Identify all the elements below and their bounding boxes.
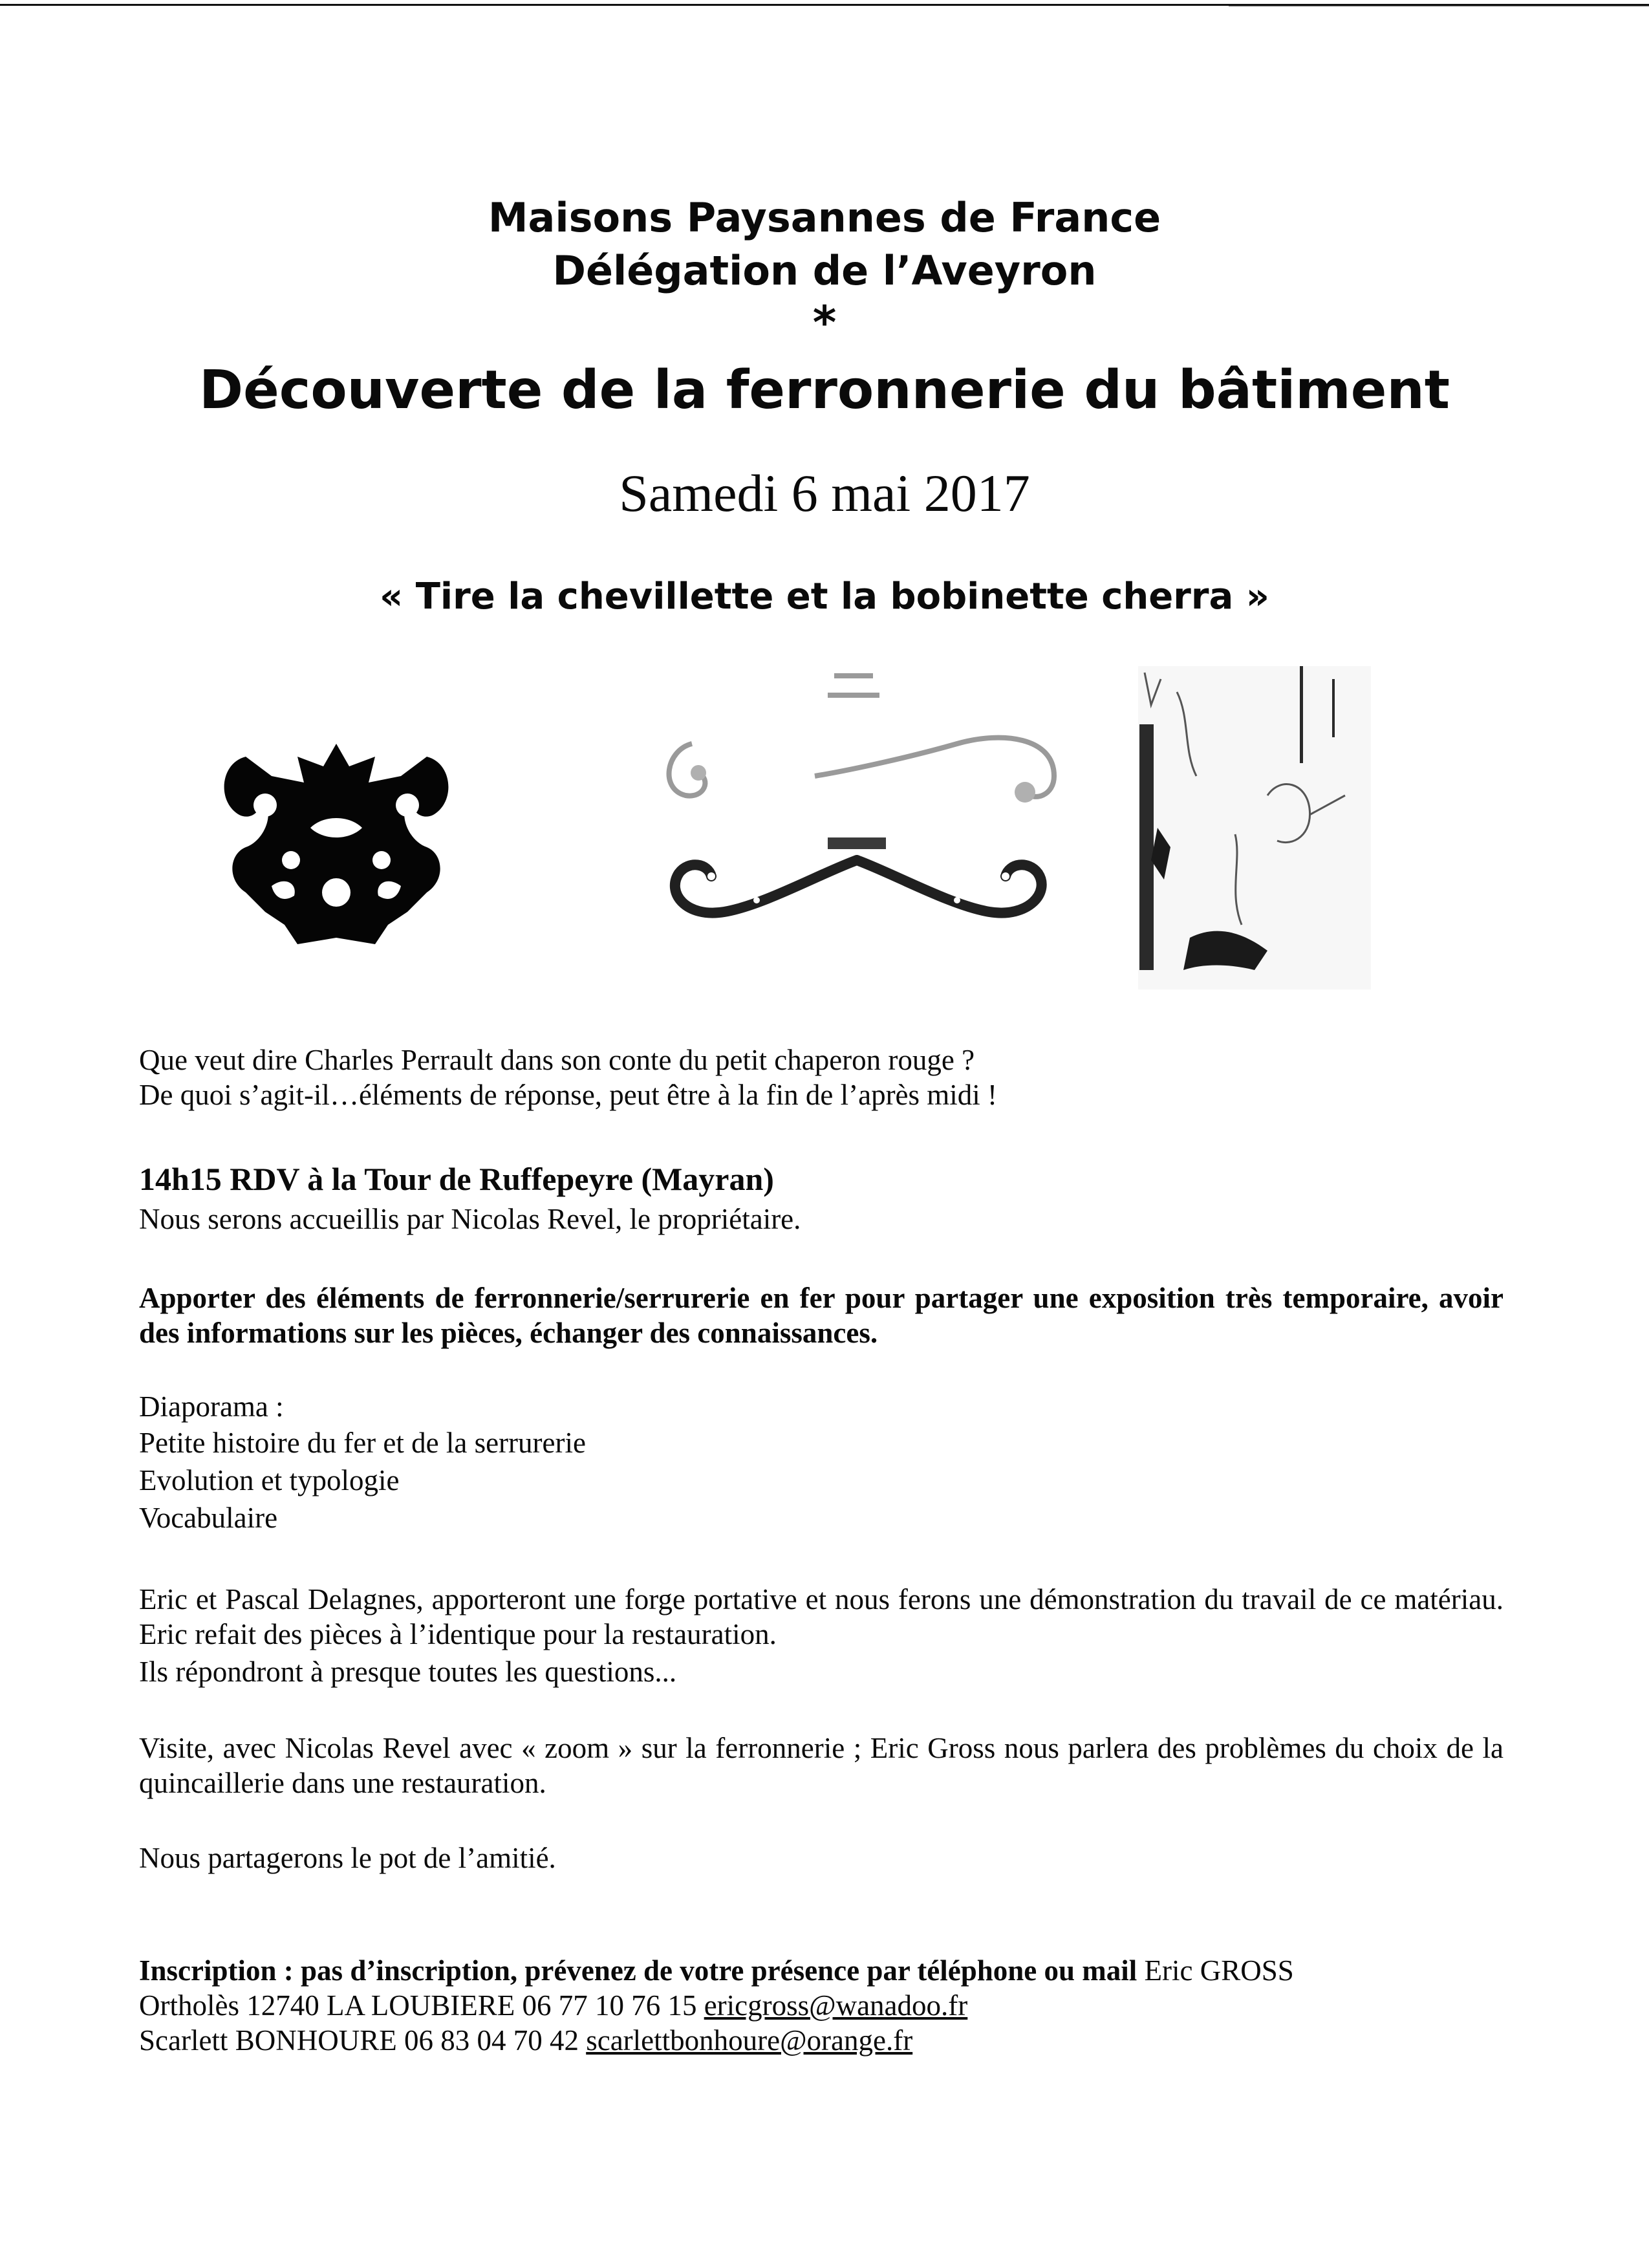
slideshow-item: Petite histoire du fer et de la serrurerie	[139, 1427, 586, 1459]
organization-name: Maisons Paysannes de France	[488, 194, 1161, 241]
iron-ornament-image	[213, 731, 459, 951]
visit-text: Visite, avec Nicolas Revel avec « zoom » sur la ferronnerie ; Eric Gross nous parlera des problèmes du choix de la quincaillerie dans une restauration.	[139, 1732, 1503, 1799]
intro-line-2: De quoi s’agit-il…éléments de réponse, peut être à la fin de l’après midi !	[139, 1079, 998, 1111]
contact-line-2	[139, 2023, 1503, 2058]
contact-details: Scarlett BONHOURE 06 83 04 70 42	[139, 2024, 579, 2057]
meeting-time-place: 14h15 RDV à la Tour de Ruffepeyre (Mayran)	[139, 1161, 774, 1197]
registration-lead: Inscription : pas d’inscription, prévenez de votre présence par téléphone ou mail	[139, 1954, 1137, 1987]
contact-name: Eric GROSS	[1144, 1954, 1294, 1987]
event-title: Découverte de la ferronnerie du bâtiment	[199, 360, 1450, 421]
contact-line-1	[139, 1988, 1503, 2023]
registration-line	[139, 1953, 1503, 1988]
slideshow-item: Vocabulaire	[139, 1502, 278, 1534]
meeting-host: Nous serons accueillis par Nicolas Revel, le propriétaire.	[139, 1203, 801, 1235]
contact-address: Ortholès 12740 LA LOUBIERE 06 77 10 76 15	[139, 1989, 697, 2022]
door-latch-image	[1138, 666, 1371, 989]
event-date: Samedi 6 mai 2017	[619, 464, 1030, 523]
iron-hinges-image	[653, 666, 1067, 970]
forge-questions-line: Ils répondront à presque toutes les questions...	[139, 1656, 677, 1688]
intro-line-1: Que veut dire Charles Perrault dans son conte du petit chaperon rouge ?	[139, 1044, 975, 1076]
forge-demonstration-text: Eric et Pascal Delagnes, apporteront une forge portative et nous ferons une démonstration du travail de ce matériau. Eric refait des pièces à l’identique pour la restauration.	[139, 1583, 1503, 1650]
email-link[interactable]: ericgross@wanadoo.fr	[704, 1989, 968, 2022]
closing-text: Nous partagerons le pot de l’amitié.	[139, 1842, 556, 1874]
email-link[interactable]: scarlettbonhoure@orange.fr	[586, 2024, 913, 2057]
bring-items-note: Apporter des éléments de ferronnerie/serrurerie en fer pour partager une exposition très temporaire, avoir des informations sur les pièces, échanger des connaissances.	[139, 1282, 1503, 1349]
event-quote: « Tire la chevillette et la bobinette cherra »	[380, 576, 1269, 618]
slideshow-heading: Diaporama :	[139, 1390, 284, 1423]
slideshow-item: Evolution et typologie	[139, 1464, 400, 1496]
delegation-name: Délégation de l’Aveyron	[552, 247, 1097, 294]
separator-asterisk: *	[812, 296, 837, 349]
